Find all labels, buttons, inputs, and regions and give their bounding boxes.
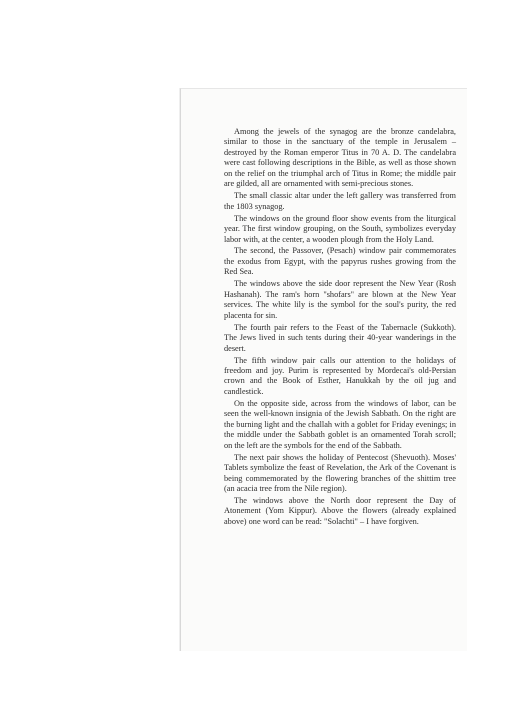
paragraph-ground-floor-windows: The windows on the ground floor show events from the liturgical year. The first window grouping, on the South, symbolizes everyday labor with, at the center, a wooden plough from the Holy Land. (224, 213, 456, 244)
paragraph-altar: The small classic altar under the left gallery was transferred from the 1803 synagog. (224, 191, 456, 211)
paragraph-freedom-windows: The fifth window pair calls our attention to the holidays of freedom and joy. Purim is represented by Mordecai's old-Persian crown and the Book of Esther, Hanukkah by the oil jug and candlestick. (224, 355, 456, 396)
paragraph-tabernacle-windows: The fourth pair refers to the Feast of the Tabernacle (Sukkoth). The Jews lived in such tents during their 40-year wanderings in the desert. (224, 322, 456, 353)
paragraph-candelabra: Among the jewels of the synagog are the bronze candelabra, similar to those in the sanctuary of the temple in Jerusalem – destroyed by the Roman emperor Titus in 70 A. D. The candelabra were cast following descriptions in the Bible, as well as those shown on the relief on the triumphal arch of Titus in Rome; the middle pair are gilded, all are ornamented with semi-precious stones. (224, 127, 456, 189)
paragraph-pentecost-windows: The next pair shows the holiday of Pentecost (Shevuoth). Moses' Tablets symbolize the feast of Revelation, the Ark of the Covenant is being commemorated by the flowering branches of the shittim tree (an acacia tree from the Nile region). (224, 452, 456, 493)
paragraph-new-year-windows: The windows above the side door represent the New Year (Rosh Hashanah). The ram's horn "shofars" are blown at the New Year services. The white lily is the symbol for the soul's purity, the red placenta for sin. (224, 279, 456, 320)
paragraph-sabbath-windows: On the opposite side, across from the windows of labor, can be seen the well-known insignia of the Jewish Sabbath. On the right are the burning light and the challah with a goblet for Friday evenings; in the middle under the Sabbath goblet is an ornamented Torah scroll; on the left are the symbols for the end of the Sabbath. (224, 398, 456, 450)
paragraph-passover-windows: The second, the Passover, (Pesach) window pair commemorates the exodus from Egypt, with the papyrus rushes growing from the Red Sea. (224, 246, 456, 277)
paragraph-atonement-windows: The windows above the North door represent the Day of Atonement (Yom Kippur). Above the flowers (already explained above) one word can be read: "Solachti" – I have forgiven. (224, 495, 456, 526)
body-text (224, 127, 456, 529)
